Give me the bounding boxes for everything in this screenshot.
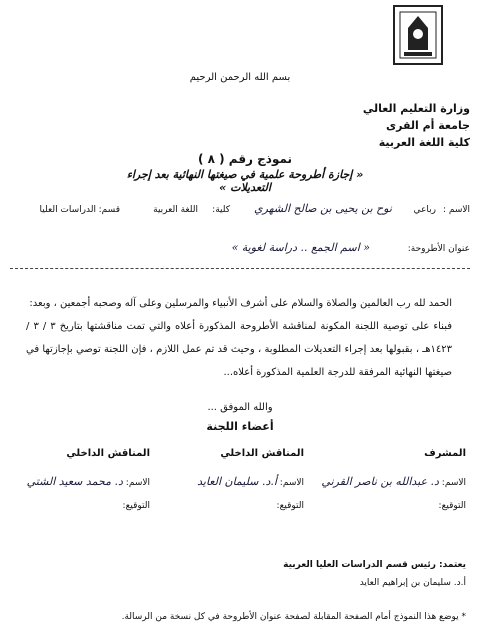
college-name: كلية اللغة العربية <box>378 136 470 149</box>
college-label: كلية: <box>212 205 230 215</box>
college-value: اللغة العربية <box>153 205 198 215</box>
ministry-name: وزارة التعليم العالي <box>362 102 470 115</box>
supervisor-role: المشرف <box>424 448 466 459</box>
university-logo <box>392 4 444 66</box>
supervisor-block <box>316 448 466 527</box>
student-name: نوح بن يحيى بن صالح الشهري <box>254 202 392 215</box>
supervisor-name: د. عبدالله بن ناصر القرني <box>321 475 439 488</box>
dept-label: قسم: <box>98 205 120 215</box>
opening-paragraph: الحمد لله رب العالمين والصلاة والسلام على أشرف الأنبياء والمرسلين وعلى آله وصحبه أجمعين ، وبعد: <box>29 298 452 309</box>
dotted-divider <box>10 268 470 269</box>
second-internal-examiner-name-label: الاسم: <box>125 478 150 488</box>
approval-name: أ.د. سليمان بن إبراهيم العايد <box>359 578 466 588</box>
closing-line: والله الموفق ... <box>207 402 273 413</box>
form-body <box>26 292 452 384</box>
dept-value: الدراسات العليا <box>39 205 96 215</box>
second-internal-examiner-role: المناقش الداخلي <box>66 448 150 459</box>
committee-heading: أعضاء اللجنة <box>206 420 274 433</box>
internal-examiner-name: أ.د. سليمان العايد <box>197 475 277 488</box>
thesis-title: « اسم الجمع .. دراسة لغوية » <box>231 241 370 254</box>
approval-block <box>166 556 466 592</box>
internal-examiner-sig-label: التوقيع: <box>276 501 304 511</box>
internal-examiner-role: المناقش الداخلي <box>220 448 304 459</box>
internal-examiner-name-label: الاسم: <box>279 478 304 488</box>
form-number: نموذج رقم ( ٨ ) <box>197 152 293 166</box>
approval-label: يعتمد: رئيس قسم الدراسات العليا العربية <box>283 560 466 570</box>
recommendation-paragraph: فبناء على توصية اللجنة المكونة لمناقشة الأطروحة المذكورة أعلاه والتي تمت مناقشتها بتاريخ ٣ / ٣ / ١٤٢٣هـ ، بقبولها بعد إجراء التعديلات المطلوبة ، وحيث قد تم عمل اللازم ، فإن اللجنة توصي بإجازتها في صيغتها النهائية المرفقة للدرجة العلمية المذكورة أعلاه... <box>26 321 452 378</box>
footnote: * يوضع هذا النموذج أمام الصفحة المقابلة لصفحة عنوان الأطروحة في كل نسخة من الرسالة. <box>121 612 466 622</box>
second-internal-examiner-sig-label: التوقيع: <box>122 501 150 511</box>
thesis-label: عنوان الأطروحة: <box>407 244 470 254</box>
quad-label: رباعي <box>413 205 436 215</box>
supervisor-sig-label: التوقيع: <box>438 501 466 511</box>
supervisor-name-label: الاسم: <box>441 478 466 488</box>
university-name: جامعة أم القرى <box>386 119 470 132</box>
name-label: الاسم : <box>442 205 470 215</box>
basmala: بسم الله الرحمن الرحيم <box>189 72 291 83</box>
internal-examiner-block <box>154 448 304 527</box>
thesis-title-row <box>10 241 470 262</box>
form-title: « إجازة أطروحة علمية في صيغتها النهائية بعد إجراء التعديلات » <box>126 168 364 194</box>
student-info-row <box>10 202 470 221</box>
institution-header <box>363 100 470 151</box>
second-internal-examiner-name: د. محمد سعيد الشتي <box>26 475 123 488</box>
second-internal-examiner-block <box>0 448 150 527</box>
